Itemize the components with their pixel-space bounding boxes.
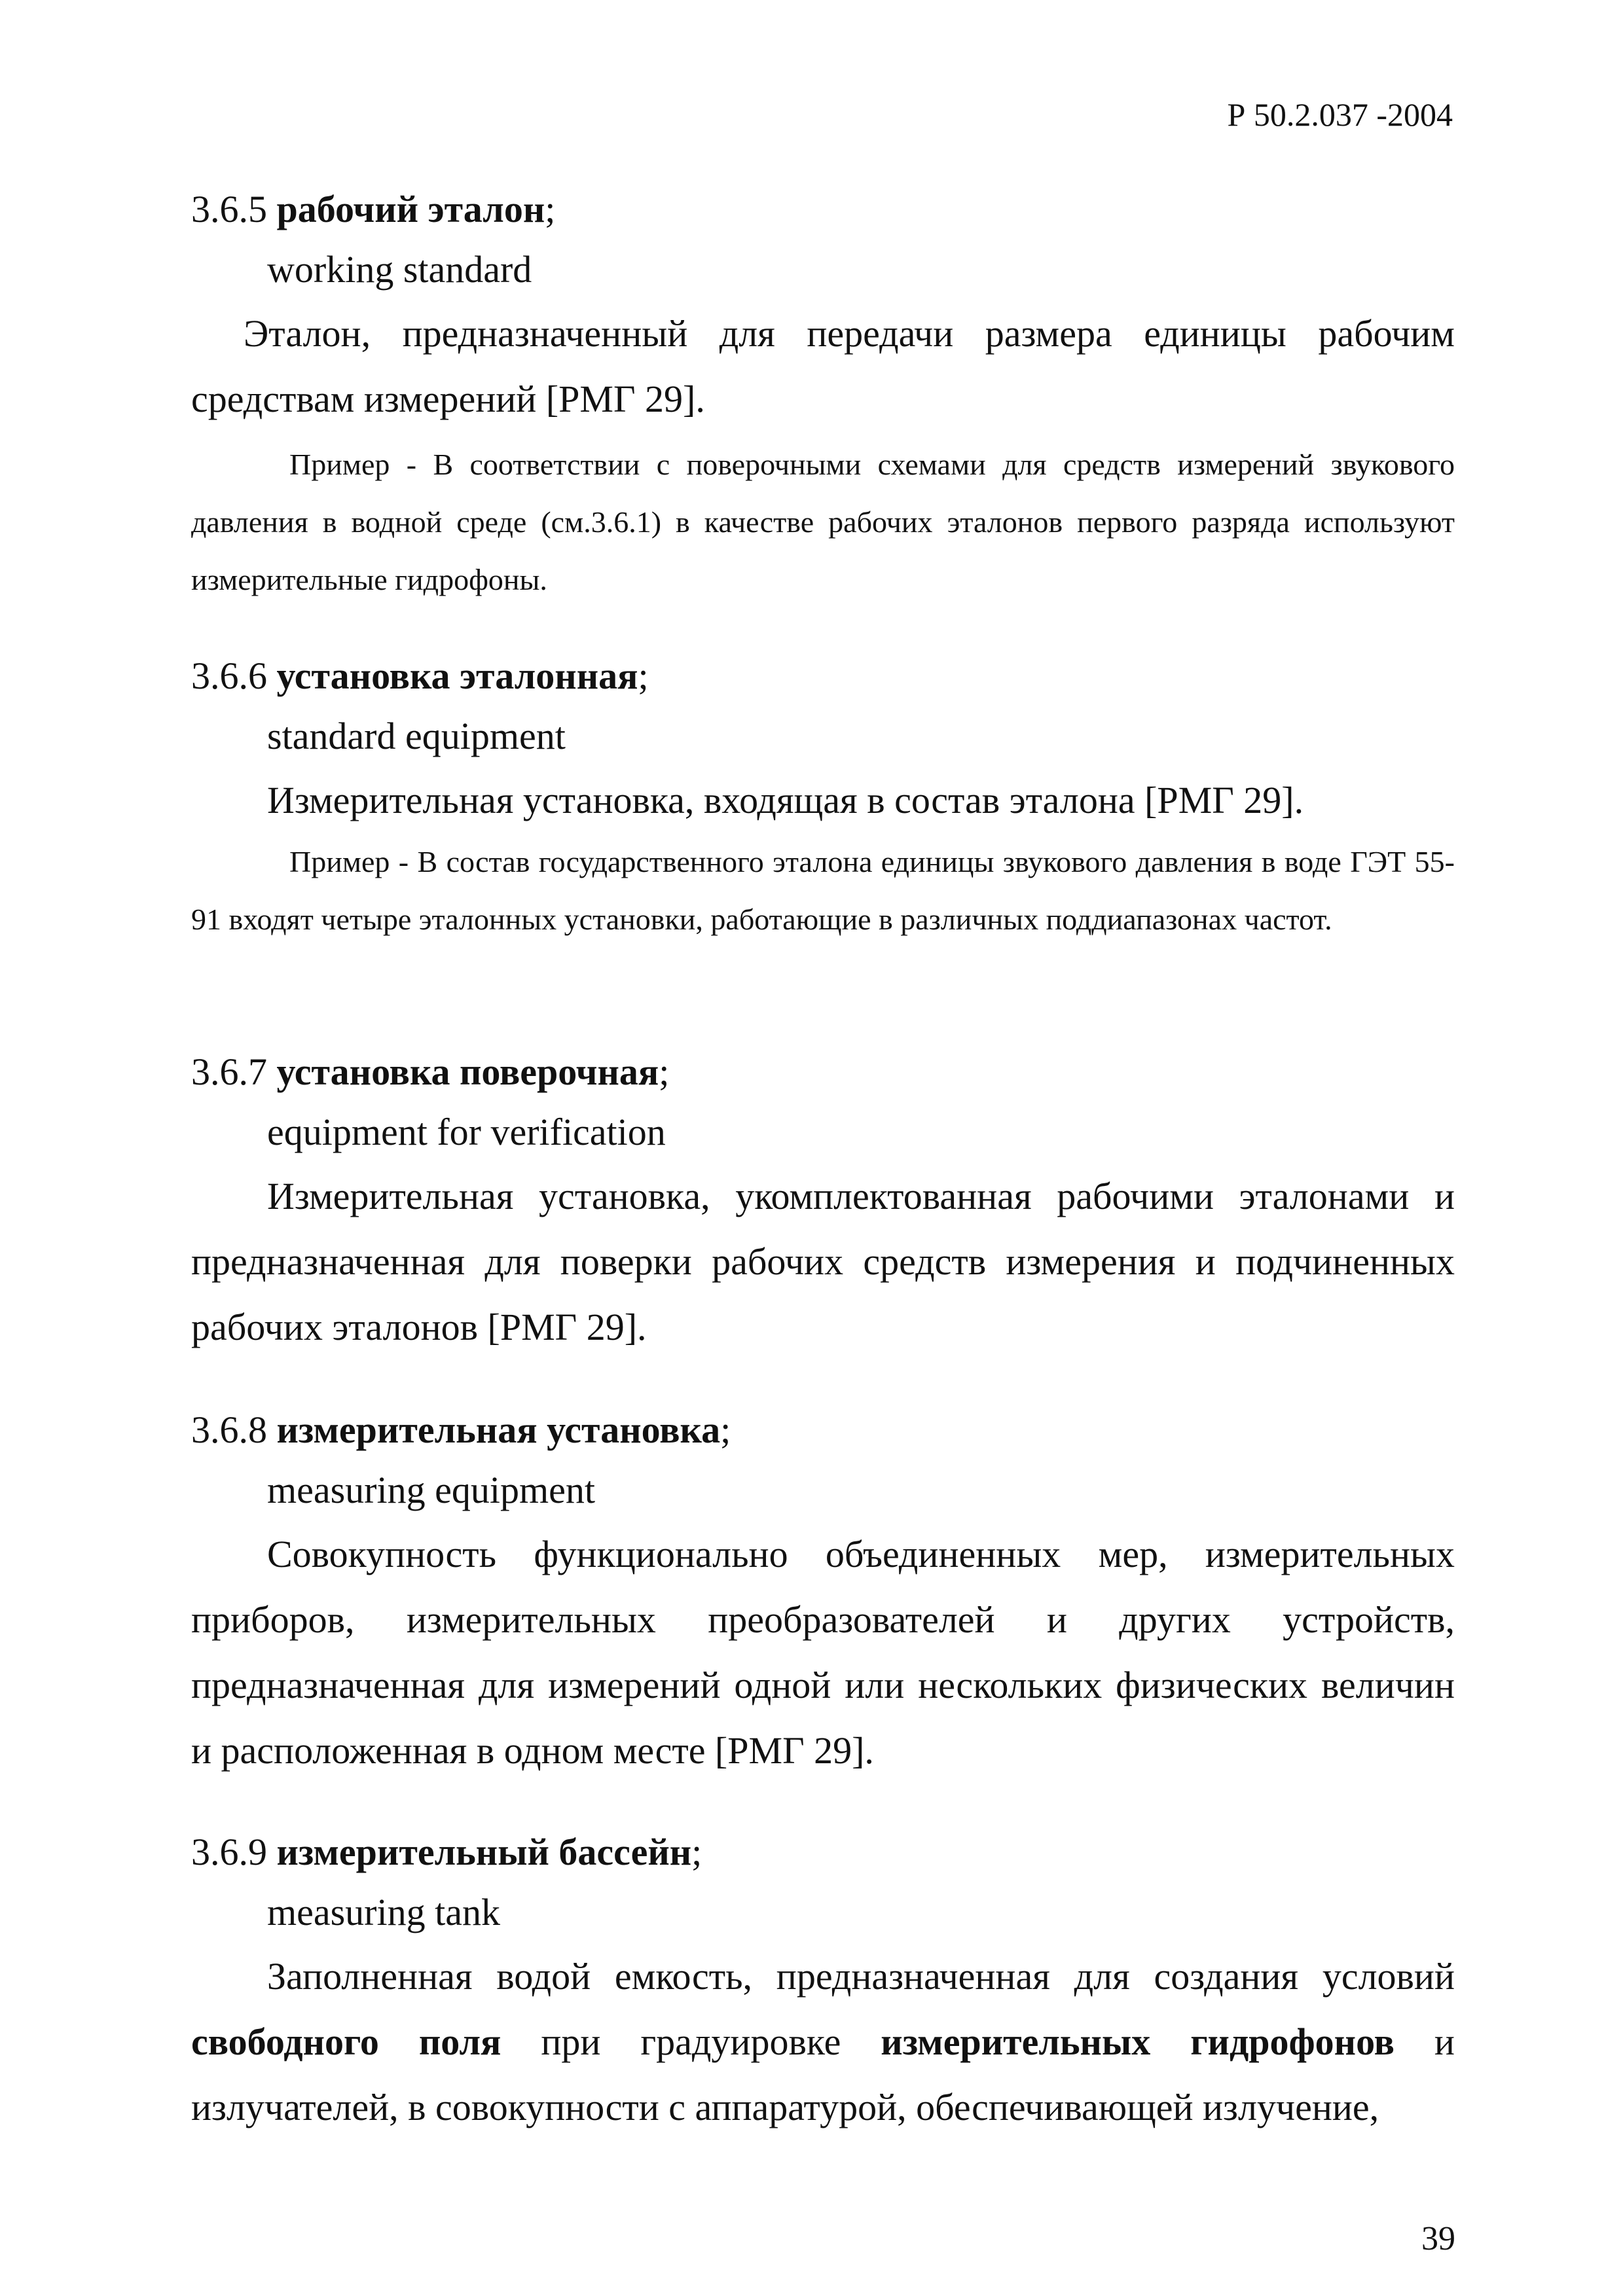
term-example: Пример - В состав государственного эталона единицы звукового давления в воде ГЭТ 55-91 входят четыре эталонных установки, работающие в различных поддиапазонах частот. xyxy=(191,845,1455,937)
term-title: измерительный бассейн xyxy=(276,1831,692,1873)
term-english: working standard xyxy=(267,247,532,291)
section-3-6-6 xyxy=(191,653,1455,948)
term-punct: ; xyxy=(659,1050,670,1093)
term-definition: Измерительная установка, входящая в состав эталона [РМГ 29]. xyxy=(267,779,1304,822)
term-heading xyxy=(191,653,1455,699)
term-title: рабочий эталон xyxy=(276,188,545,230)
section-3-6-9 xyxy=(191,1829,1455,2140)
term-example: Пример - В соответствии с поверочными схемами для средств измерений звукового давления в водной среде (см.3.6.1) в качестве рабочих эталонов первого разряда используют измерительные гидрофоны. xyxy=(191,448,1455,597)
term-punct: ; xyxy=(691,1831,702,1873)
definition-emphasis: измерительных гидрофонов xyxy=(881,2020,1395,2064)
term-number: 3.6.7 xyxy=(191,1050,267,1093)
definition-text: и излучателей, в совокупности с аппаратурой, обеспечивающей излучение, xyxy=(191,2020,1455,2129)
term-english: measuring tank xyxy=(267,1890,500,1933)
definition-text: при градуировке xyxy=(501,2020,881,2064)
term-definition xyxy=(191,1944,1455,2140)
term-punct: ; xyxy=(638,655,649,697)
term-heading xyxy=(191,1049,1455,1095)
term-punct: ; xyxy=(545,188,556,230)
term-number: 3.6.9 xyxy=(191,1831,267,1873)
term-definition: Измерительная установка, укомплектованная рабочими эталонами и предназначенная для поверки рабочих средств измерения и подчиненных рабочих эталонов [РМГ 29]. xyxy=(191,1175,1455,1349)
definition-text: Заполненная водой емкость, предназначенная для создания условий xyxy=(267,1955,1455,1998)
term-english: measuring equipment xyxy=(267,1468,595,1511)
term-definition: Совокупность функционально объединенных мер, измерительных приборов, измерительных преобразователей и других устройств, предназначенная для измерений одной или нескольких физических величин и расположенная в одном месте [РМГ 29]. xyxy=(191,1533,1455,1772)
section-3-6-8 xyxy=(191,1407,1455,1784)
term-number: 3.6.5 xyxy=(191,188,267,230)
term-english: equipment for verification xyxy=(267,1110,666,1153)
section-3-6-5 xyxy=(191,187,1455,609)
term-number: 3.6.6 xyxy=(191,655,267,697)
term-number: 3.6.8 xyxy=(191,1408,267,1451)
term-english: standard equipment xyxy=(267,714,566,757)
term-heading xyxy=(191,1407,1455,1453)
page-number: 39 xyxy=(1421,2220,1455,2257)
term-heading xyxy=(191,187,1455,232)
term-heading xyxy=(191,1829,1455,1875)
term-title: установка эталонная xyxy=(276,655,638,697)
term-title: установка поверочная xyxy=(276,1050,659,1093)
term-title: измерительная установка xyxy=(276,1408,721,1451)
term-punct: ; xyxy=(720,1408,731,1451)
term-definition: Эталон, предназначенный для передачи размера единицы рабочим средствам измерений [РМГ 29]. xyxy=(191,312,1455,421)
definition-emphasis: свободного поля xyxy=(191,2020,501,2064)
section-3-6-7 xyxy=(191,1049,1455,1360)
document-code: Р 50.2.037 -2004 xyxy=(1227,96,1453,133)
